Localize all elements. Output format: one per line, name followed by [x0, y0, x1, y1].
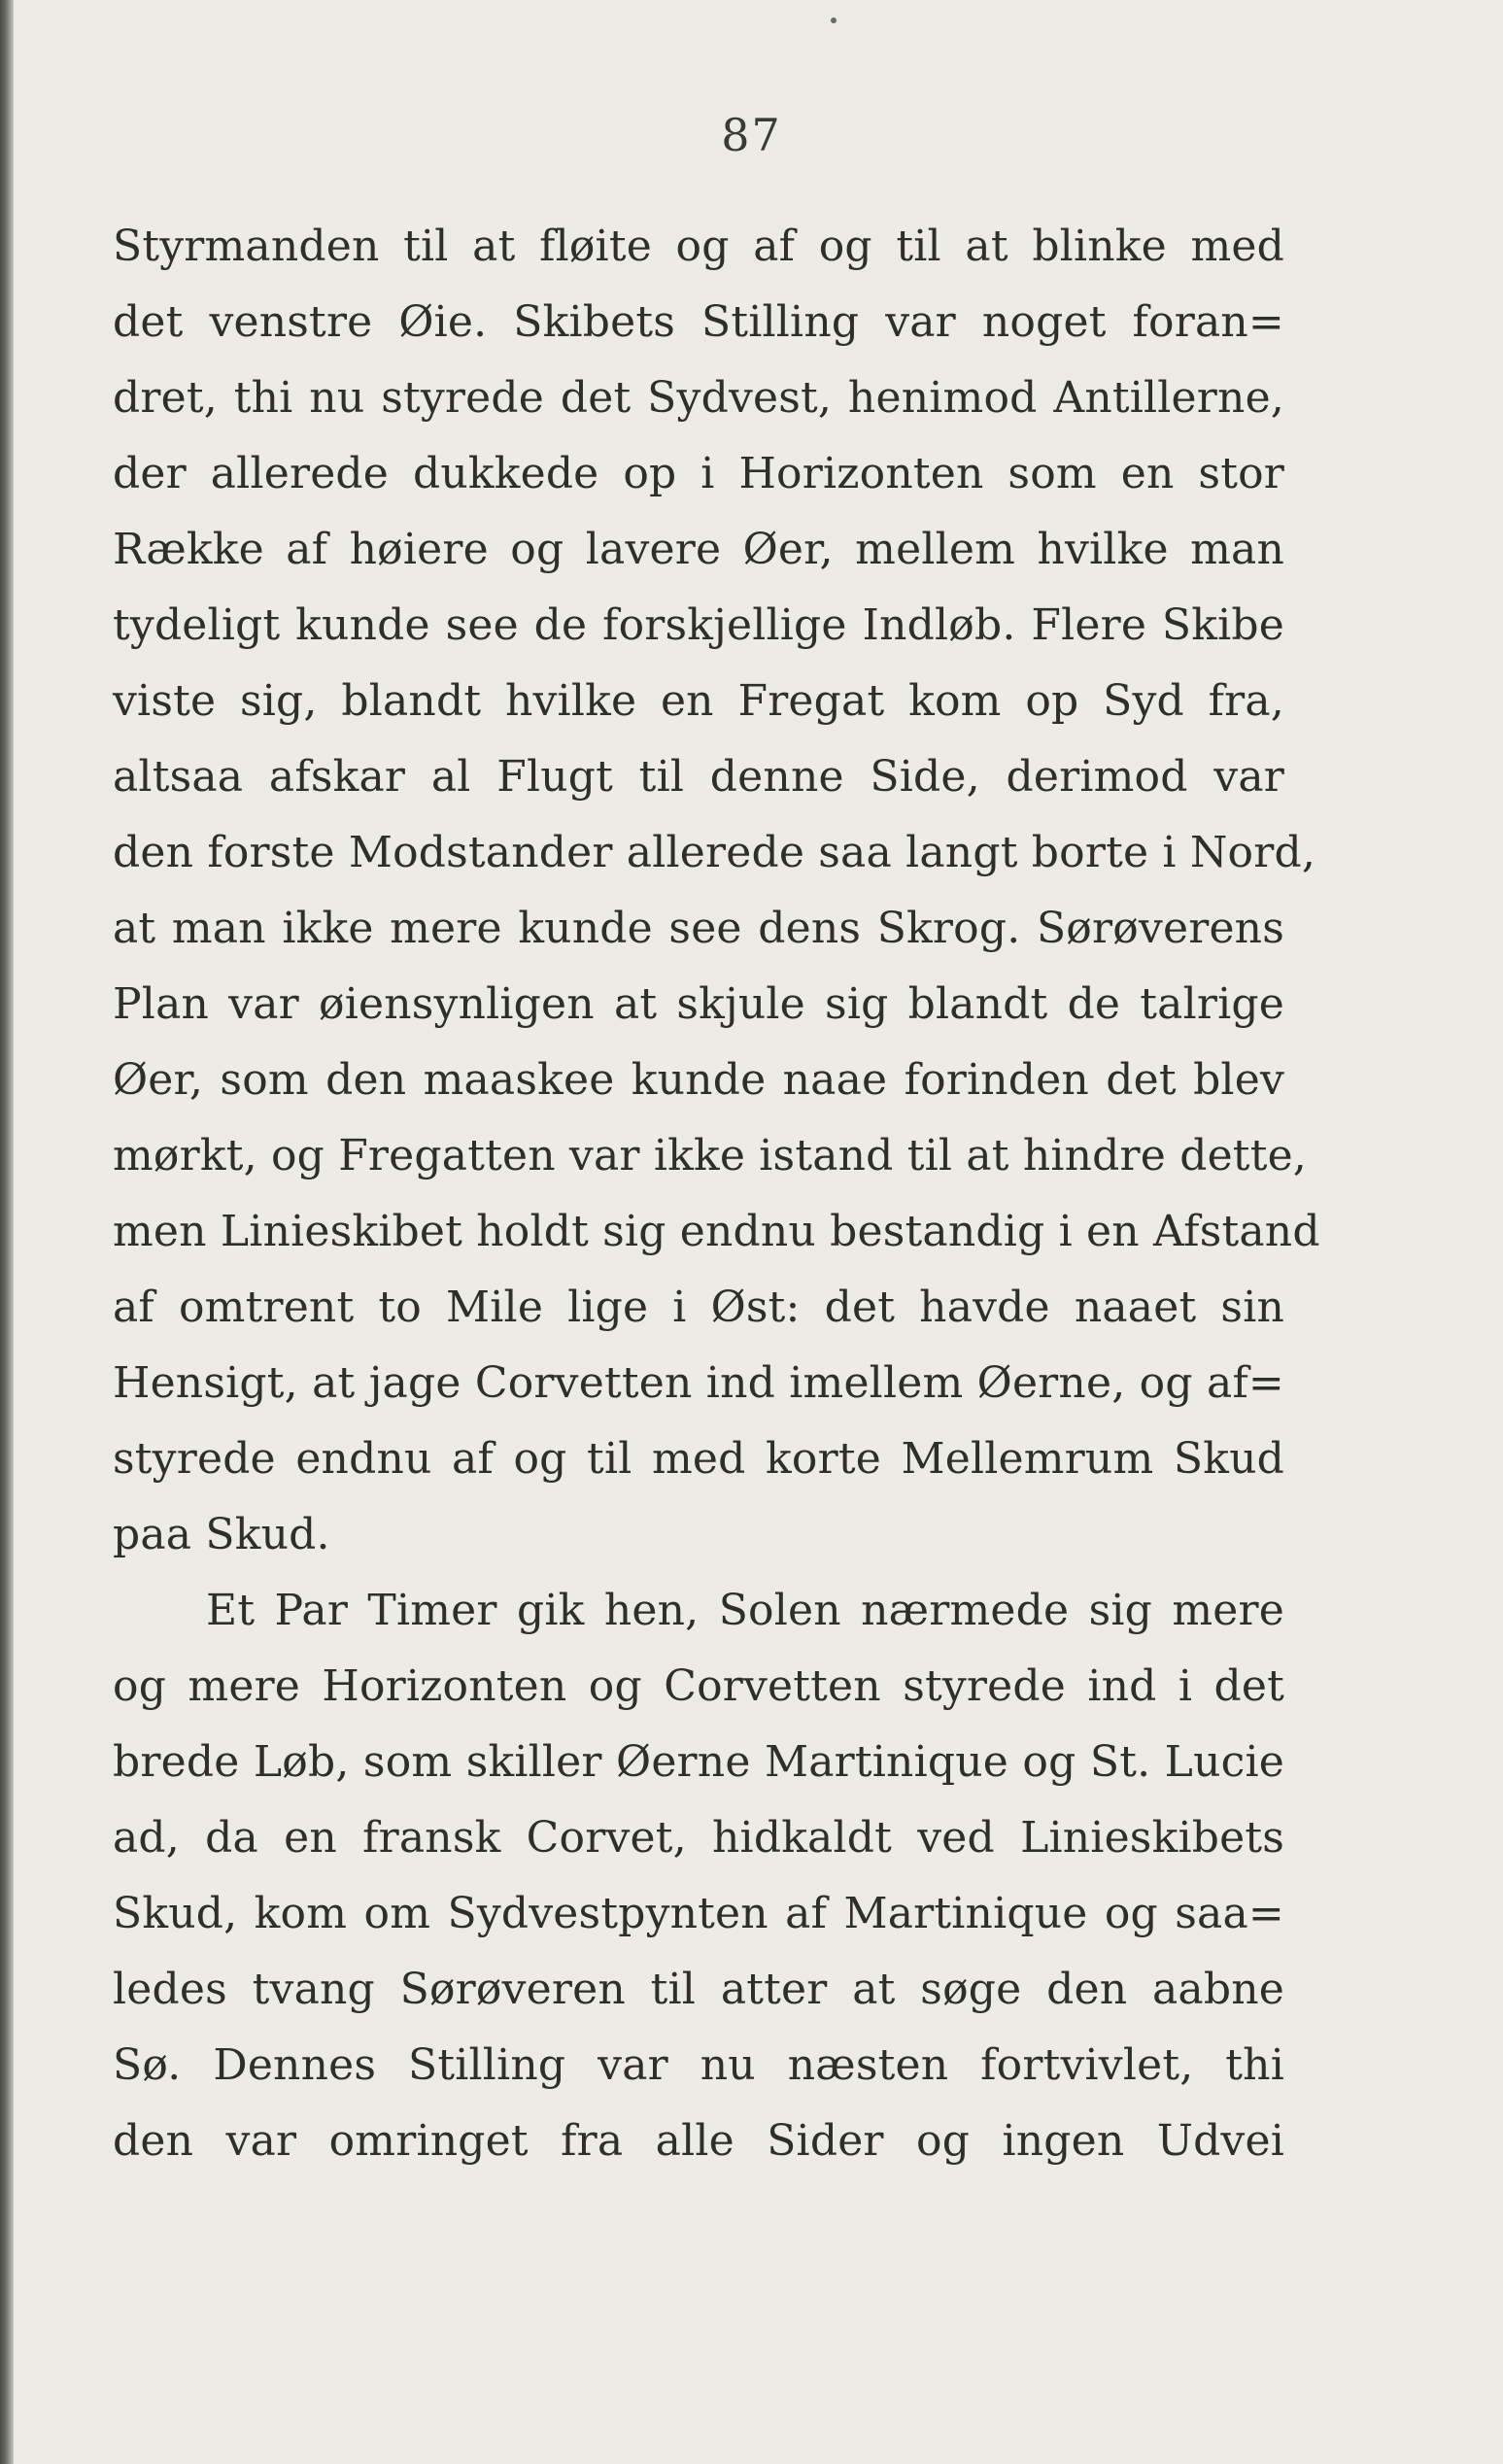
text-line: ad, da en fransk Corvet, hidkaldt ved Linieskibets	[113, 1813, 1284, 1863]
text-line: brede Løb, som skiller Øerne Martinique og St. Lucie	[113, 1737, 1284, 1787]
text-line: viste sig, blandt hvilke en Fregat kom op Syd fra,	[113, 676, 1284, 726]
text-line: altsaa afskar al Flugt til denne Side, derimod var	[113, 752, 1284, 802]
text-line: Sø. Dennes Stilling var nu næsten fortvivlet, thi	[113, 2040, 1284, 2090]
text-line: mørkt, og Fregatten var ikke istand til at hindre dette,	[113, 1131, 1307, 1181]
text-line: tydeligt kunde see de forskjellige Indløb. Flere Skibe	[113, 600, 1284, 650]
paragraph-start-line: Et Par Timer gik hen, Solen nærmede sig mere	[206, 1586, 1284, 1635]
paragraph-end-line: paa Skud.	[113, 1510, 330, 1559]
text-line: Øer, som den maaskee kunde naae forinden det blev	[113, 1055, 1284, 1105]
text-line: og mere Horizonten og Corvetten styrede ind i det	[113, 1661, 1284, 1711]
page-number: 87	[721, 109, 782, 161]
text-line: Hensigt, at jage Corvetten ind imellem Øerne, og af=	[113, 1358, 1284, 1408]
text-line: Plan var øiensynligen at skjule sig blandt de talrige	[113, 979, 1284, 1029]
page-binding-edge	[0, 0, 14, 2464]
text-line: af omtrent to Mile lige i Øst: det havde naaet sin	[113, 1283, 1284, 1332]
text-line: ledes tvang Sørøveren til atter at søge den aabne	[113, 1965, 1284, 2014]
text-line: at man ikke mere kunde see dens Skrog. Sørøverens	[113, 904, 1284, 953]
text-line: styrede endnu af og til med korte Mellemrum Skud	[113, 1434, 1284, 1484]
text-line: det venstre Øie. Skibets Stilling var noget foran=	[113, 297, 1284, 347]
text-line: Styrmanden til at fløite og af og til at blinke med	[113, 222, 1284, 271]
text-line: dret, thi nu styrede det Sydvest, henimod Antillerne,	[113, 373, 1284, 423]
text-line: men Linieskibet holdt sig endnu bestandig i en Afstand	[113, 1207, 1320, 1256]
text-line: den var omringet fra alle Sider og ingen Udvei	[113, 2116, 1284, 2166]
text-line: Skud, kom om Sydvestpynten af Martinique og saa=	[113, 1889, 1284, 1938]
text-line: der allerede dukkede op i Horizonten som en stor	[113, 449, 1284, 498]
paper-speck	[831, 17, 837, 23]
text-line: Række af høiere og lavere Øer, mellem hvilke man	[113, 525, 1284, 574]
body-text	[113, 209, 1320, 2179]
text-line: den forste Modstander allerede saa langt borte i Nord,	[113, 828, 1316, 877]
